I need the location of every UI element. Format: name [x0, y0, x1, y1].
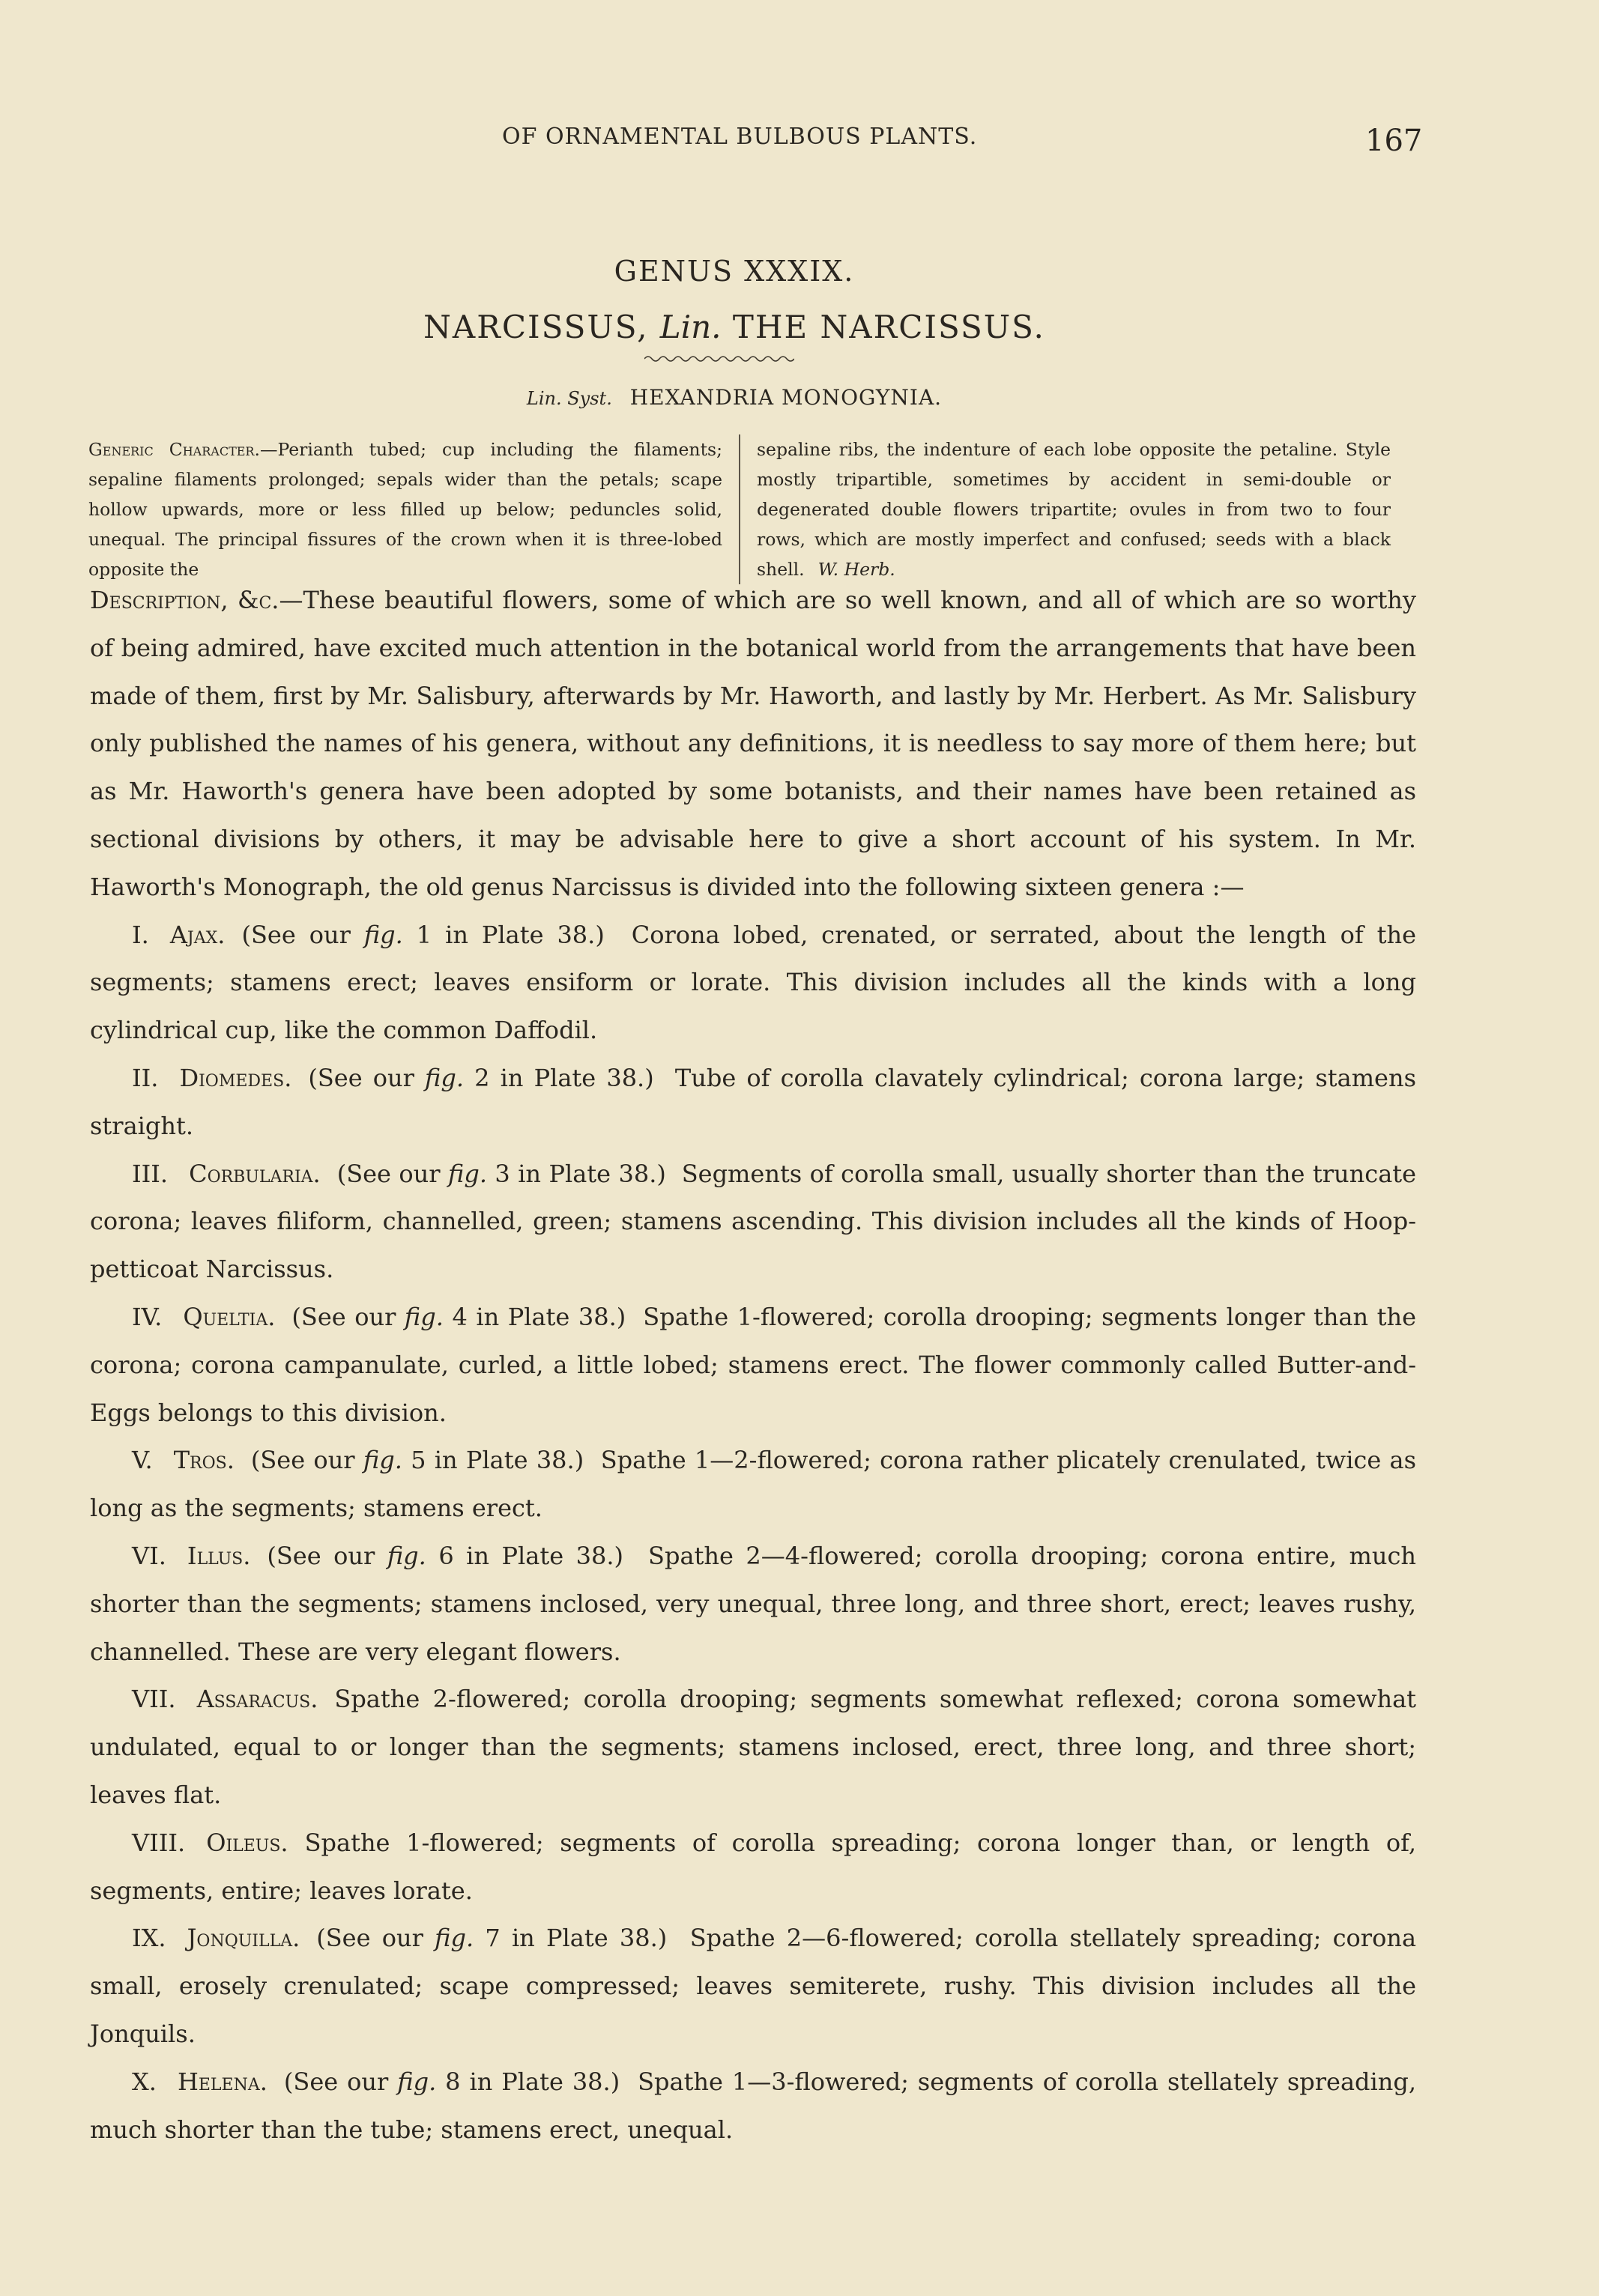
genus-authority: Lin. — [659, 309, 722, 345]
entry-ref-suffix: 7 in Plate 38.) — [485, 1924, 668, 1953]
entry-text: Spathe 1-flowered; corolla drooping; segments longer than the corona; corona campanulate, curled, a little lobed; stamens erect. The flower commonly called Butter-and-Eggs belongs to this division. — [90, 1302, 1417, 1427]
entry-ref-suffix: 4 in Plate 38.) — [452, 1302, 626, 1331]
genus-title — [0, 309, 1469, 345]
page-number: 167 — [1365, 124, 1423, 158]
entry-fig-label: fig. — [404, 1302, 444, 1331]
author-signature: W. Herb. — [817, 559, 895, 580]
entry-ref-prefix: (See our — [336, 1159, 441, 1188]
entry-fig-label: fig. — [387, 1541, 426, 1570]
genus-entry — [90, 1676, 1416, 1819]
genus-number: GENUS XXXIX. — [614, 255, 855, 288]
entry-ref-prefix: (See our — [291, 1302, 396, 1331]
entry-numeral: V. — [132, 1446, 153, 1475]
entry-numeral: IV. — [132, 1302, 163, 1331]
entry-fig-label: fig. — [448, 1159, 487, 1188]
entry-genus-name: Diomedes. — [179, 1063, 292, 1092]
genus-entry — [90, 1915, 1416, 2058]
entry-text: Spathe 2-flowered; corolla drooping; segments somewhat reflexed; corona somewhat undulated, equal to or longer than the segments; stamens inclosed, erect, three long, and three short; leaves flat. — [90, 1685, 1416, 1809]
entry-genus-name: Oileus. — [206, 1828, 288, 1857]
genus-entry — [90, 912, 1416, 1055]
generic-character-right-text: sepaline ribs, the indenture of each lobe opposite the petaline. Style mostly tripartible, sometimes by accident in semi-double or degenerated double flowers tripartite; ovules in from two to four rows, which are mostly imperfect and confused; seeds with a black shell. — [757, 439, 1391, 580]
entry-numeral: VII. — [132, 1685, 176, 1714]
entry-genus-name: Ajax. — [169, 920, 226, 949]
entry-numeral: VIII. — [132, 1828, 186, 1857]
entry-ref-suffix: 2 in Plate 38.) — [474, 1063, 654, 1092]
entry-ref-suffix: 3 in Plate 38.) — [495, 1159, 666, 1188]
entry-ref-prefix: (See our — [308, 1063, 414, 1092]
entry-fig-label: fig. — [425, 1063, 465, 1092]
entry-numeral: IX. — [132, 1924, 166, 1953]
common-name: THE NARCISSUS. — [732, 309, 1045, 345]
entry-numeral: VI. — [132, 1541, 166, 1570]
entry-genus-name: Jonquilla. — [187, 1924, 300, 1953]
entry-genus-name: Assaracus. — [196, 1685, 318, 1714]
entry-numeral: III. — [132, 1159, 169, 1188]
entry-genus-name: Tros. — [173, 1446, 235, 1475]
entry-numeral: X. — [132, 2067, 157, 2096]
entry-ref-suffix: 6 in Plate 38.) — [438, 1541, 624, 1570]
genus-entry — [90, 1820, 1416, 1915]
entry-ref-prefix: (See our — [241, 920, 351, 949]
entry-text: Corona lobed, crenated, or serrated, about the length of the segments; stamens erect; leaves ensiform or lorate. This division includes all the kinds with a long cylindrical cup, like the common Daffodil. — [90, 920, 1417, 1045]
description-text: —These beautiful flowers, some of which are so well known, and all of which are so worthy of being admired, have excited much attention in the botanical world from the arrangements that have been made of them, first by Mr. Salisbury, afterwards by Mr. Haworth, and lastly by Mr. Herbert. As Mr. Salisbury only published the names of his genera, without any definitions, it is needless to say more of them here; but as Mr. Haworth's genera have been adopted by some botanists, and their names have been retained as sectional divisions by others, it may be advisable here to give a short account of his system. In Mr. Haworth's Monograph, the old genus Narcissus is divided into the following sixteen genera :— — [90, 586, 1416, 901]
entry-fig-label: fig. — [397, 2067, 437, 2096]
entry-numeral: II. — [132, 1063, 159, 1092]
generic-character-left-text: —Perianth tubed; cup including the filaments; sepaline filaments prolonged; sepals wider than the petals; scape hollow upwards, more or less filled up below; peduncles solid, unequal. The principal fissures of the crown when it is three-lobed opposite the — [88, 439, 722, 580]
entry-ref-suffix: 8 in Plate 38.) — [445, 2067, 620, 2096]
entry-ref-prefix: (See our — [250, 1446, 355, 1475]
generic-character — [88, 434, 1416, 584]
entry-ref-suffix: 1 in Plate 38.) — [416, 920, 605, 949]
entry-fig-label: fig. — [363, 1446, 402, 1475]
description-label: Description, &c. — [90, 586, 279, 614]
generic-character-label: Generic Character. — [88, 439, 260, 460]
system-label: Lin. Syst. — [526, 388, 612, 409]
running-head: OF ORNAMENTAL BULBOUS PLANTS. — [502, 124, 978, 150]
entry-text: Spathe 1-flowered; segments of corolla spreading; corona longer than, or length of, segments, entire; leaves lorate. — [90, 1828, 1416, 1905]
genus-entry — [90, 1151, 1416, 1294]
genus-entry — [90, 2059, 1416, 2154]
entry-genus-name: Helena. — [177, 2067, 267, 2096]
entry-ref-prefix: (See our — [283, 2067, 389, 2096]
entry-text: Spathe 1—3-flowered; segments of corolla stellately spreading, much shorter than the tube; stamens erect, unequal. — [90, 2067, 1417, 2144]
generic-character-right-column — [740, 434, 1391, 584]
entry-ref-prefix: (See our — [316, 1924, 423, 1953]
entry-ref-prefix: (See our — [267, 1541, 375, 1570]
entry-fig-label: fig. — [435, 1924, 474, 1953]
entry-text: Spathe 2—6-flowered; corolla stellately spreading; corona small, erosely crenulated; scape compressed; leaves semiterete, rushy. This division includes all the Jonquils. — [90, 1924, 1417, 2048]
main-text — [90, 577, 1416, 2154]
entry-text: Spathe 1—2-flowered; corona rather plicately crenulated, twice as long as the segments; stamens erect. — [90, 1446, 1417, 1523]
entry-genus-name: Illus. — [187, 1541, 251, 1570]
genus-entry — [90, 1533, 1416, 1676]
entry-fig-label: fig. — [363, 920, 403, 949]
system-value: HEXANDRIA MONOGYNIA. — [629, 385, 943, 410]
genus-entry — [90, 1294, 1416, 1437]
entry-text: Tube of corolla clavately cylindrical; corona large; stamens straight. — [90, 1063, 1416, 1140]
entry-text: Spathe 2—4-flowered; corolla drooping; corona entire, much shorter than the segments; stamens inclosed, very unequal, three long, and three short, erect; leaves rushy, channelled. These are very elegant flowers. — [90, 1541, 1417, 1666]
entry-ref-suffix: 5 in Plate 38.) — [411, 1446, 584, 1475]
generic-character-left-column — [88, 434, 740, 584]
entry-genus-name: Corbularia. — [189, 1159, 321, 1188]
genus-entry — [90, 1437, 1416, 1533]
genus-entry — [90, 1055, 1416, 1151]
entry-text: Segments of corolla small, usually shorter than the truncate corona; leaves filiform, channelled, green; stamens ascending. This division includes all the kinds of Hoop-petticoat Narcissus. — [90, 1159, 1417, 1284]
genus-name: NARCISSUS, — [423, 309, 649, 345]
linnaean-system — [0, 385, 1469, 410]
wavy-rule-ornament — [644, 354, 794, 364]
entry-numeral: I. — [132, 920, 149, 949]
entry-genus-name: Queltia. — [183, 1302, 276, 1331]
description-paragraph — [90, 577, 1416, 912]
